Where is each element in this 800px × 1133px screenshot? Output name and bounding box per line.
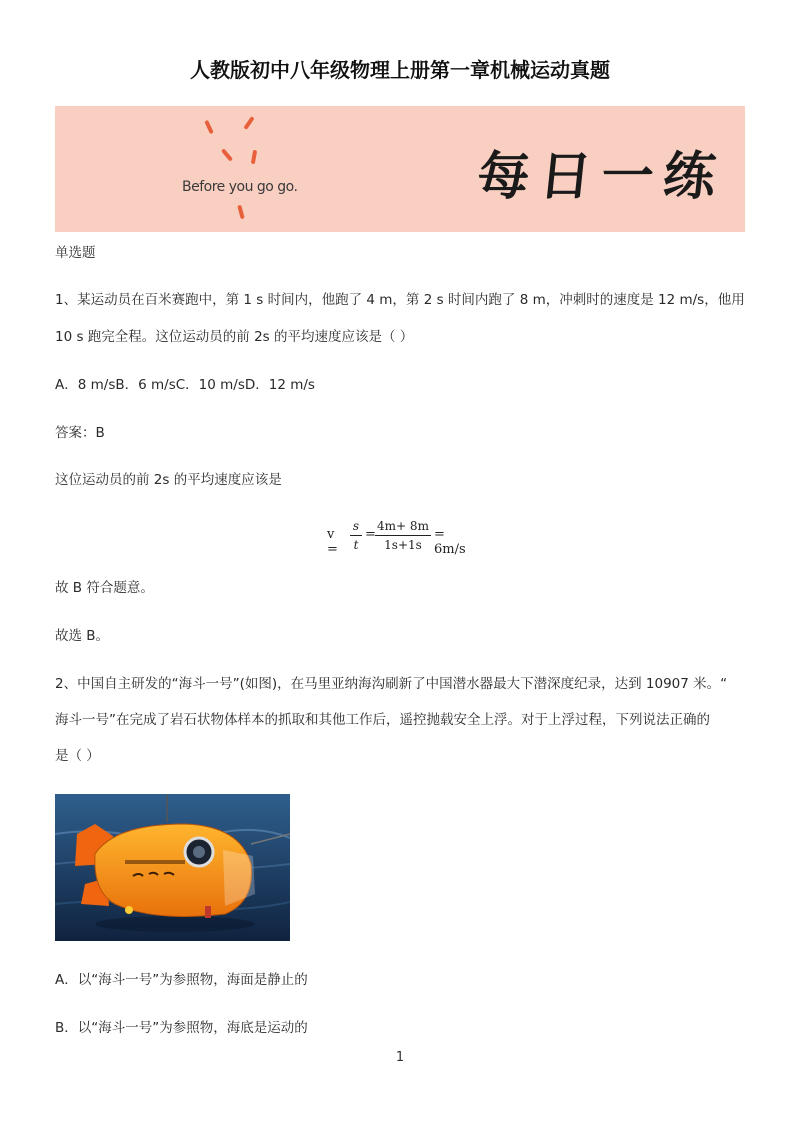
submersible-photo — [55, 794, 290, 941]
q1-answer: 答案：B — [55, 425, 105, 441]
q1-conclusion: 故 B 符合题意。 — [55, 580, 154, 596]
q2-stem-line3: 是（ ） — [55, 748, 100, 764]
q1-options: A．8 m/sB．6 m/sC．10 m/sD．12 m/s — [55, 377, 315, 393]
banner-tagline: Before you go go. — [182, 179, 298, 195]
q1-stem-line2: 10 s 跑完全程。这位运动员的前 2s 的平均速度应该是（ ） — [55, 329, 414, 345]
decor-dash — [237, 205, 244, 220]
formula-fraction-values — [375, 518, 431, 553]
decor-dash — [243, 116, 254, 130]
formula-equals: = — [365, 527, 376, 542]
q1-explanation: 这位运动员的前 2s 的平均速度应该是 — [55, 472, 282, 488]
decor-dash — [221, 148, 233, 161]
section-heading: 单选题 — [55, 245, 96, 261]
q2-stem-line1: 2、中国自主研发的“海斗一号”(如图)，在马里亚纳海沟刷新了中国潜水器最大下潜深度纪录，达到 10907 米。“ — [55, 676, 728, 692]
formula-frac1-denominator: t — [353, 538, 359, 552]
formula-frac2-denominator: 1s+1s — [384, 538, 422, 552]
q1-stem-line1: 1、某运动员在百米赛跑中，第 1 s 时间内，他跑了 4 m，第 2 s 时间内跑了 8 m，冲刺时的速度是 12 m/s，他用 — [55, 292, 745, 308]
banner-slogan: 每日一练 — [474, 147, 729, 207]
formula-lhs: v = — [327, 527, 338, 557]
formula-result: = 6m/s — [434, 527, 466, 557]
daily-practice-banner — [55, 106, 745, 232]
decor-dash — [204, 120, 214, 134]
q2-option-a: A．以“海斗一号”为参照物，海面是静止的 — [55, 972, 308, 988]
decor-dash — [251, 150, 257, 164]
formula-fraction-s-over-t — [350, 518, 362, 553]
formula-frac1-numerator: s — [352, 519, 360, 533]
q2-option-b: B．以“海斗一号”为参照物，海底是运动的 — [55, 1020, 308, 1036]
q2-stem-line2: 海斗一号”在完成了岩石状物体样本的抓取和其他工作后，遥控抛载安全上浮。对于上浮过程，下列说法正确的 — [55, 712, 710, 728]
q1-choice: 故选 B。 — [55, 628, 110, 644]
document-title: 人教版初中八年级物理上册第一章机械运动真题 — [190, 58, 610, 82]
page-number: 1 — [395, 1050, 405, 1065]
formula-frac2-numerator: 4m+ 8m — [377, 519, 429, 533]
